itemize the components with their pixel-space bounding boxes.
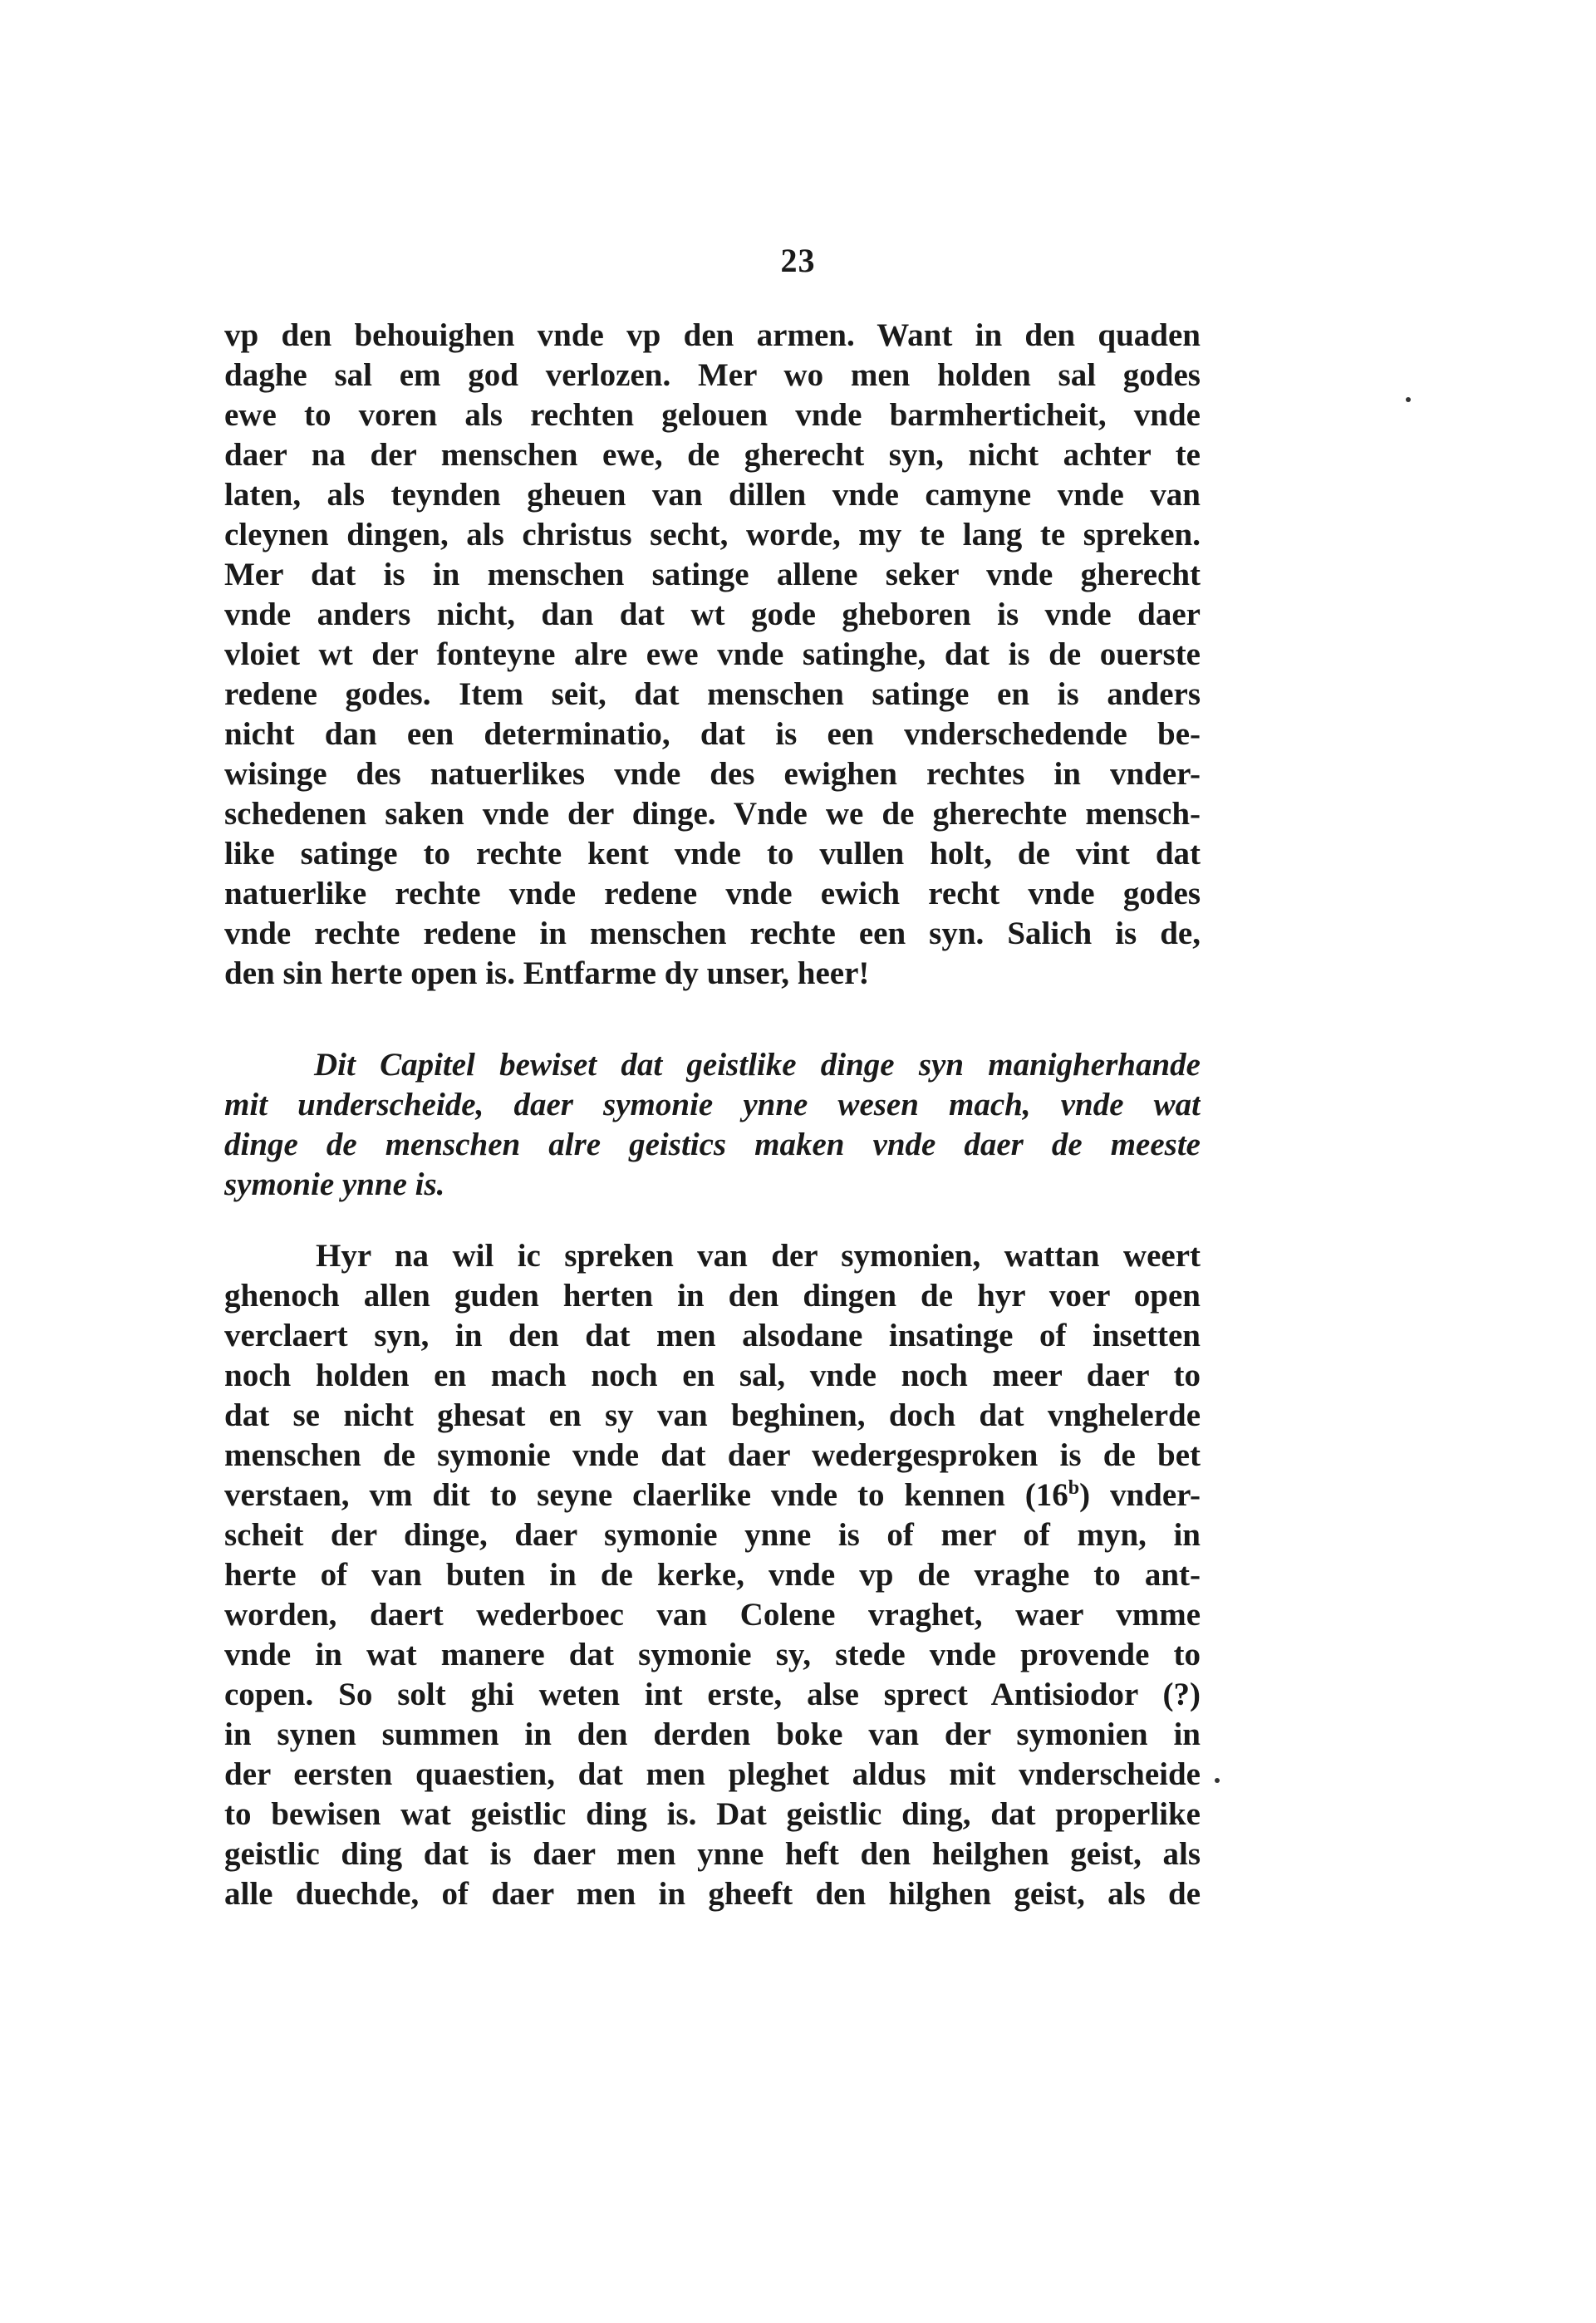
text-line: worden, daert wederboec van Colene vraghet, waer vmme <box>224 1597 1201 1633</box>
text-line: den sin herte open is. Entfarme dy unser, heer! <box>224 955 870 991</box>
text-line: ghenoch allen guden herten in den dingen de hyr voer open <box>224 1278 1201 1314</box>
text-line: laten, als teynden gheuen van dillen vnde camyne vnde van <box>224 477 1201 513</box>
text-line: geistlic ding dat is daer men ynne heft den heilghen geist, als <box>224 1836 1201 1872</box>
text-line: copen. So solt ghi weten int erste, alse sprect Antisiodor (?) <box>224 1677 1201 1712</box>
heading-line: mit underscheide, daer symonie ynne wesen mach, vnde wat <box>224 1087 1201 1122</box>
text-line: vnde rechte redene in menschen rechte een syn. Salich is de, <box>224 916 1201 951</box>
text-line: scheit der dinge, daer symonie ynne is of mer of myn, in <box>224 1517 1201 1553</box>
text-line: vloiet wt der fonteyne alre ewe vnde satinghe, dat is de ouerste <box>224 636 1201 672</box>
text-line: herte of van buten in de kerke, vnde vp de vraghe to ant- <box>224 1557 1201 1593</box>
text-line: like satinge to rechte kent vnde to vullen holt, de vint dat <box>224 836 1201 872</box>
text-line: alle duechde, of daer men in gheeft den hilghen geist, als de <box>224 1876 1201 1912</box>
margin-mark <box>1215 1778 1220 1783</box>
text-line: wisinge des natuerlikes vnde des ewighen rechtes in vnder- <box>224 756 1201 792</box>
text-line: redene godes. Item seit, dat menschen satinge en is anders <box>224 676 1201 712</box>
superscript: b <box>1068 1477 1080 1499</box>
heading-line: Dit Capitel bewiset dat geistlike dinge syn manigherhande <box>314 1047 1201 1083</box>
text-line: daghe sal em god verlozen. Mer wo men holden sal godes <box>224 357 1201 393</box>
text-line: schedenen saken vnde der dinge. Vnde we de gherechte mensch- <box>224 796 1201 832</box>
text-line: menschen de symonie vnde dat daer wedergesproken is de bet <box>224 1437 1201 1473</box>
heading-line: symonie ynne is. <box>224 1166 445 1202</box>
margin-mark <box>1406 397 1411 402</box>
text-line: Hyr na wil ic spreken van der symonien, wattan weert <box>316 1238 1201 1274</box>
line-tail: ) vnder- <box>1079 1477 1201 1513</box>
text-line: in synen summen in den derden boke van der symonien in <box>224 1716 1201 1752</box>
text-line: verclaert syn, in den dat men alsodane insatinge of insetten <box>224 1318 1201 1353</box>
chapter-heading <box>224 1045 1201 1205</box>
text-line: vnde in wat manere dat symonie sy, stede vnde provende to <box>224 1637 1201 1672</box>
text-line: vp den behouighen vnde vp den armen. Want in den quaden <box>224 317 1201 353</box>
text-line: noch holden en mach noch en sal, vnde noch meer daer to <box>224 1358 1201 1393</box>
paragraph-2 <box>224 1236 1201 1914</box>
text-line: nicht dan een determinatio, dat is een vnderschedende be- <box>224 716 1201 752</box>
line-text: verstaen, vm dit to seyne claerlike vnde to kennen (16 <box>224 1477 1068 1513</box>
text-line-with-superscript <box>224 1476 1201 1515</box>
text-line: to bewisen wat geistlic ding is. Dat geistlic ding, dat properlike <box>224 1796 1201 1832</box>
text-line: daer na der menschen ewe, de gherecht syn, nicht achter te <box>224 437 1201 473</box>
text-line: dat se nicht ghesat en sy van beghinen, doch dat vnghelerde <box>224 1397 1201 1433</box>
text-line: ewe to voren als rechten gelouen vnde barmherticheit, vnde <box>224 397 1201 433</box>
page-number: 23 <box>780 242 816 279</box>
text-line: Mer dat is in menschen satinge allene seker vnde gherecht <box>224 557 1201 592</box>
text-line: natuerlike rechte vnde redene vnde ewich recht vnde godes <box>224 876 1201 911</box>
paragraph-1 <box>224 316 1201 994</box>
heading-line: dinge de menschen alre geistics maken vnde daer de meeste <box>224 1127 1201 1162</box>
text-line: cleynen dingen, als christus secht, worde, my te lang te spreken. <box>224 517 1201 553</box>
text-line: der eersten quaestien, dat men pleghet aldus mit vnderscheide <box>224 1756 1201 1792</box>
text-line: vnde anders nicht, dan dat wt gode gheboren is vnde daer <box>224 597 1201 632</box>
